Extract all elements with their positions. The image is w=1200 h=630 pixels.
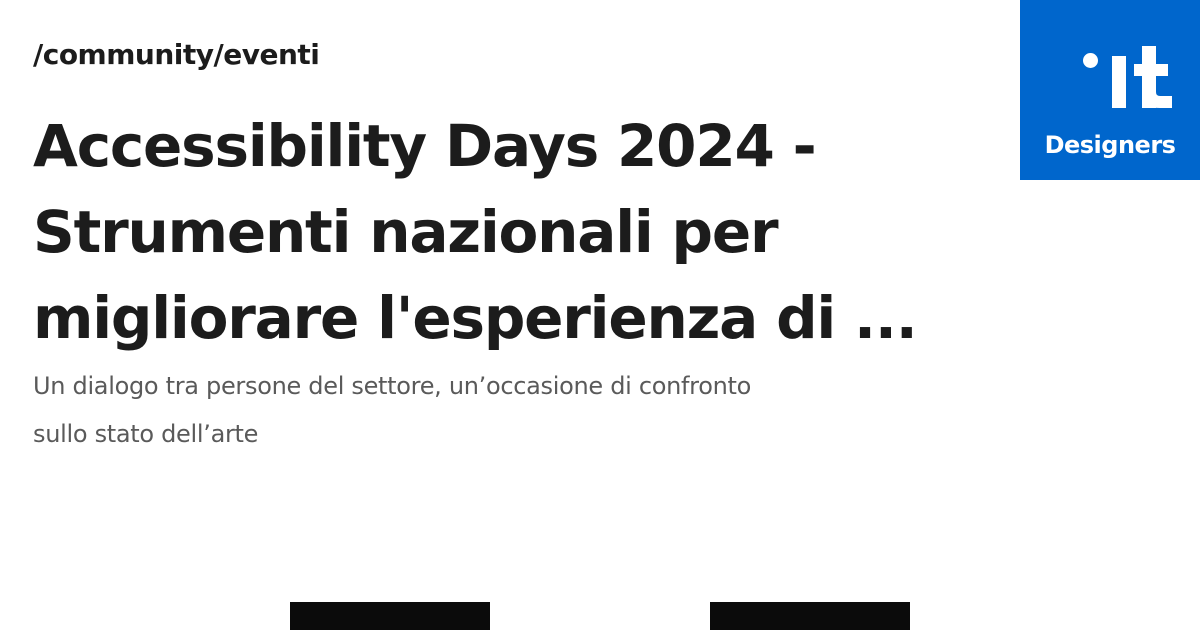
logo-dot-icon — [1083, 53, 1098, 68]
logo-label: Designers — [1044, 131, 1176, 159]
page-subtitle — [33, 362, 893, 458]
page-subtitle-line-1: Un dialogo tra persone del settore, un’occasione di confronto — [33, 372, 752, 400]
logo-it-mark-icon — [1108, 44, 1180, 114]
page-title — [33, 103, 933, 361]
page-title-line-1: Accessibility Days 2024 - — [33, 112, 816, 180]
page-title-line-3: migliorare l'esperienza di ... — [33, 284, 917, 352]
designers-italia-logo[interactable] — [1020, 0, 1200, 180]
illustration-fragment-left — [290, 602, 490, 630]
page-subtitle-line-2: sullo stato dell’arte — [33, 420, 259, 448]
breadcrumb[interactable]: /community/eventi — [33, 38, 320, 71]
illustration-fragment-right — [710, 602, 910, 630]
page-title-line-2: Strumenti nazionali per — [33, 198, 778, 266]
